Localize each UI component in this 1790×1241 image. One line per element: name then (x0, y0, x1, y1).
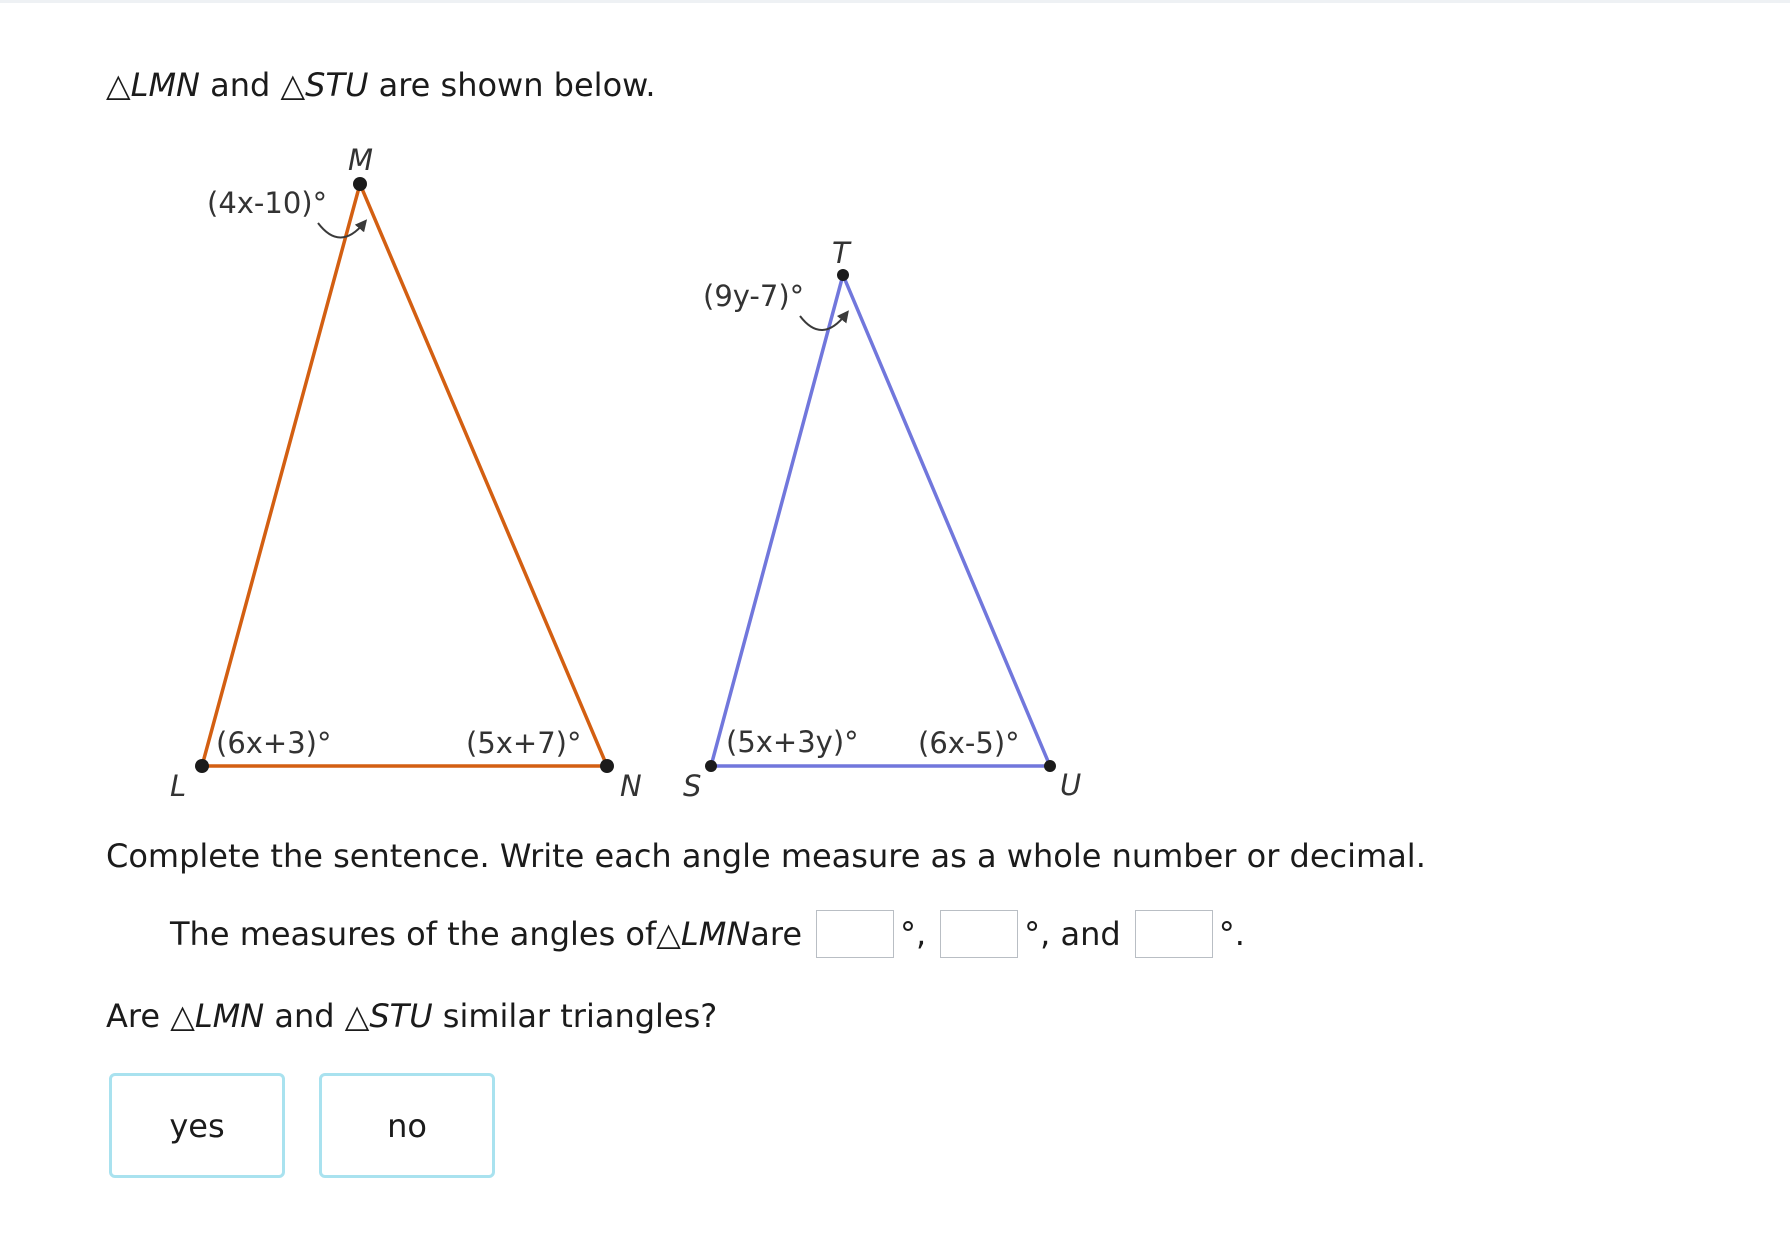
prompt-and: and (199, 66, 281, 104)
triangle-lmn-sides (202, 184, 607, 766)
degree-separator-2: °, and (1024, 915, 1121, 953)
triangle-lmn-name: △LMN (106, 66, 200, 104)
angle-s-label: (5x+3y)° (726, 725, 859, 759)
vertex-s-label: S (683, 769, 702, 803)
question-and: and (264, 997, 345, 1035)
sentence-after: are (750, 915, 802, 953)
vertex-t-point (837, 269, 849, 281)
angle-answer-1-input[interactable] (816, 910, 894, 958)
prompt-rest: are shown below. (368, 66, 656, 104)
angle-t-label: (9y-7)° (703, 279, 805, 313)
triangle-stu (683, 236, 1081, 803)
vertex-n-label: N (620, 769, 642, 803)
triangle-stu-name: △STU (280, 66, 369, 104)
no-choice-label: no (387, 1106, 427, 1145)
vertex-m-point (353, 177, 367, 191)
degree-separator-1: °, (900, 915, 927, 953)
angle-m-label: (4x-10)° (207, 186, 328, 220)
similarity-question (106, 997, 717, 1035)
question-before: Are (106, 997, 171, 1035)
angle-answer-3-input[interactable] (1135, 910, 1213, 958)
vertex-s-point (705, 760, 717, 772)
no-choice-button[interactable] (319, 1073, 495, 1178)
angle-u-label: (6x-5)° (918, 726, 1020, 760)
vertex-t-label: T (832, 236, 850, 270)
angle-sentence (170, 908, 1245, 960)
angle-m-arrow (318, 223, 364, 238)
degree-separator-3: °. (1218, 915, 1245, 953)
vertex-u-label: U (1060, 768, 1082, 802)
angle-l-label: (6x+3)° (216, 726, 332, 760)
question-triangle-lmn: △LMN (170, 997, 265, 1035)
instruction-text: Complete the sentence. Write each angle measure as a whole number or decimal. (106, 837, 1426, 875)
angle-t-arrow (800, 314, 846, 330)
question-triangle-stu: △STU (344, 997, 433, 1035)
vertex-l-point (195, 759, 209, 773)
sentence-triangle-name: △LMN (656, 915, 751, 953)
yes-choice-button[interactable] (109, 1073, 285, 1178)
angle-n-label: (5x+7)° (466, 726, 582, 760)
angle-answer-2-input[interactable] (940, 910, 1018, 958)
vertex-u-point (1044, 760, 1056, 772)
question-after: similar triangles? (432, 997, 718, 1035)
vertex-l-label: L (170, 769, 187, 803)
triangle-lmn (170, 143, 642, 803)
yes-choice-label: yes (169, 1106, 225, 1145)
vertex-m-label: M (348, 143, 374, 177)
vertex-n-point (600, 759, 614, 773)
sentence-before: The measures of the angles of (170, 915, 657, 953)
triangle-stu-sides (711, 275, 1050, 766)
